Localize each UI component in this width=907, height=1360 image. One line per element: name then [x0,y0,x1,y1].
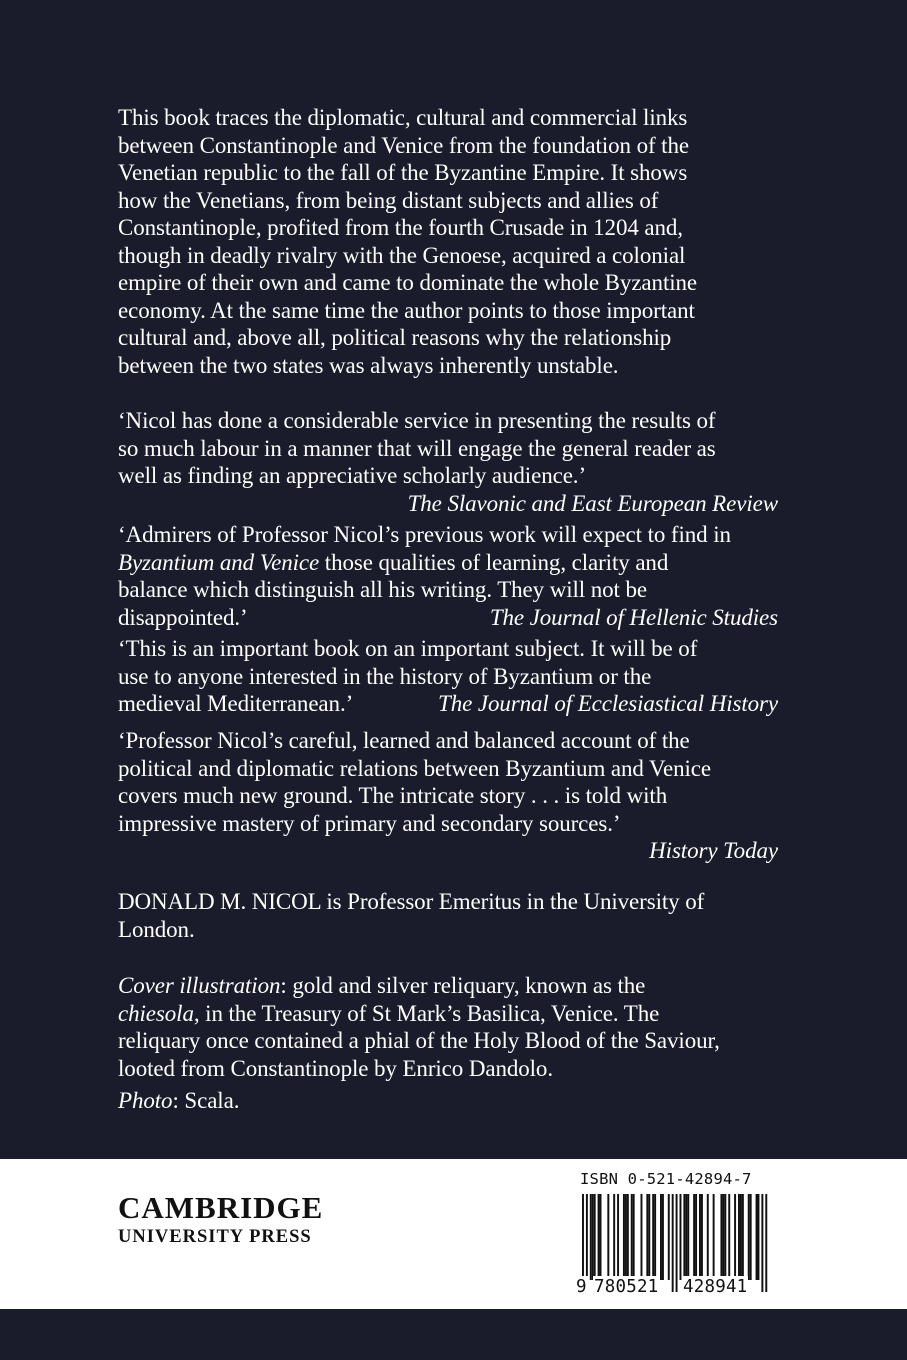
barcode-bar [594,1194,596,1280]
barcode-bar [662,1194,664,1280]
publisher-name: CAMBRIDGE [118,1190,324,1225]
barcode-bar [713,1194,715,1280]
review-line: ‘Nicol has done a considerable service in presenting the results of [118,408,716,433]
barcode-bar [728,1194,730,1280]
barcode-bar [750,1194,752,1280]
bio-line: DONALD M. NICOL is Professor Emeritus in the University of [118,889,705,914]
review-line: ‘Admirers of Professor Nicol’s previous work will expect to find in [118,522,731,547]
review-text: disappointed.’ [118,604,248,630]
barcode-bar [646,1194,648,1280]
credit-line: reliquary once contained a phial of the Holy Blood of the Saviour, [118,1028,720,1053]
review-line: ‘This is an important book on an important subject. It will be of [118,636,698,661]
review-text: those qualities of learning, clarity and [319,549,669,575]
barcode-bar [623,1194,625,1280]
barcode-bar [687,1194,689,1280]
review-line [118,549,778,577]
description-line: how the Venetians, from being distant subjects and allies of [118,187,659,213]
description-line: between the two states was always inherently unstable. [118,352,619,378]
review-line: impressive mastery of primary and secondary sources.’ [118,810,621,836]
publisher-footer [0,1159,907,1309]
description-line: empire of their own and came to dominate the whole Byzantine [118,270,698,295]
barcode-bar [742,1194,744,1280]
review-line: so much labour in a manner that will engage the general reader as [118,435,716,461]
review-source: The Journal of Ecclesiastical History [438,691,778,716]
barcode-bar [607,1194,609,1280]
barcode-bar [592,1194,594,1280]
credit-line: looted from Constantinople by Enrico Dandolo. [118,1055,553,1081]
description-line: Venetian republic to the fall of the Byzantine Empire. It shows [118,160,688,185]
barcode-bar [598,1194,600,1280]
barcode-bar [720,1194,722,1280]
barcode-bar [756,1194,758,1280]
review-line: political and diplomatic relations between Byzantium and Venice [118,755,712,781]
description-line: though in deadly rivalry with the Genoese, acquired a colonial [118,242,686,268]
barcode-digits [572,1276,772,1302]
review-source: History Today [649,838,778,863]
barcode-bar [734,1194,736,1280]
credit-term: chiesola [118,1000,194,1026]
barcode-bar [654,1194,656,1280]
review-line: use to anyone interested in the history of Byzantium or the [118,663,652,689]
barcode-bar [724,1194,726,1280]
description-line: cultural and, above all, political reasons why the relationship [118,325,672,350]
barcode-bar [641,1194,643,1280]
description-line: economy. At the same time the author points to those important [118,297,695,323]
description-paragraph [118,104,778,379]
barcode-bar [590,1194,592,1280]
isbn-label: ISBN 0-521-42894-7 [580,1170,752,1188]
barcode-bar [748,1194,750,1280]
barcode-bar [683,1194,685,1280]
credit-label: Cover illustration [118,973,281,998]
review-line [118,690,778,718]
description-line: This book traces the diplomatic, cultural and commercial links [118,105,688,130]
review-quote-4 [118,727,778,865]
barcode-bar [693,1194,695,1280]
barcode-bar [633,1194,635,1280]
description-line: Constantinople, profited from the fourth Crusade in 1204 and, [118,215,683,240]
barcode-bar [660,1194,662,1280]
barcode-bar [652,1194,654,1280]
photo-label: Photo [118,1088,173,1113]
barcode-bar [738,1194,740,1280]
review-line: ‘Professor Nicol’s careful, learned and balanced account of the [118,728,690,753]
review-line [118,604,778,632]
author-bio [118,888,778,943]
description-line: between Constantinople and Venice from the foundation of the [118,132,689,158]
photo-text: : Scala. [172,1088,240,1113]
review-line: covers much new ground. The intricate story . . . is told with [118,783,668,808]
barcode-digits-right: 428941 [683,1277,748,1297]
publisher-subtitle: UNIVERSITY PRESS [118,1227,312,1247]
barcode-bar [631,1194,633,1280]
book-title: Byzantium and Venice [118,549,320,575]
bio-line: London. [118,916,195,942]
review-quote-3 [118,635,778,718]
barcode-bar [685,1194,687,1280]
barcode-bar [740,1194,742,1280]
barcode-bar [627,1194,629,1280]
review-quote-2 [118,521,778,631]
barcode-bar [680,1194,682,1280]
barcode-bar [625,1194,627,1280]
barcode-bar [617,1194,619,1280]
barcode-bar [600,1194,602,1280]
credit-line [118,972,778,1000]
barcode-bar [722,1194,724,1280]
credit-text: , in the Treasury of St Mark’s Basilica, Venice. The [193,1000,660,1026]
barcode-bar [701,1194,703,1280]
review-source: The Slavonic and East European Review [407,490,778,516]
review-text: medieval Mediterranean.’ [118,691,354,716]
barcode-bar [668,1194,670,1280]
barcode-bar [699,1194,701,1280]
barcode-bar [695,1194,697,1280]
barcode-bar [758,1194,760,1280]
barcode-digit-first: 9 [576,1277,587,1297]
cover-illustration-credit [118,972,778,1115]
credit-line [118,1000,778,1028]
barcode-digits-left: 780521 [594,1277,659,1297]
barcode [572,1194,772,1302]
review-quote-1 [118,407,778,517]
photo-credit [118,1087,778,1115]
credit-text: : gold and silver reliquary, known as the [280,973,646,998]
barcode-bar [648,1194,650,1280]
barcode-bar [707,1194,709,1280]
review-line: well as finding an appreciative scholarly audience.’ [118,463,587,488]
review-source: The Journal of Hellenic Studies [489,604,778,630]
publisher-logo [118,1191,323,1248]
review-line: balance which distinguish all his writing. They will not be [118,577,647,602]
barcode-bar [613,1194,615,1280]
